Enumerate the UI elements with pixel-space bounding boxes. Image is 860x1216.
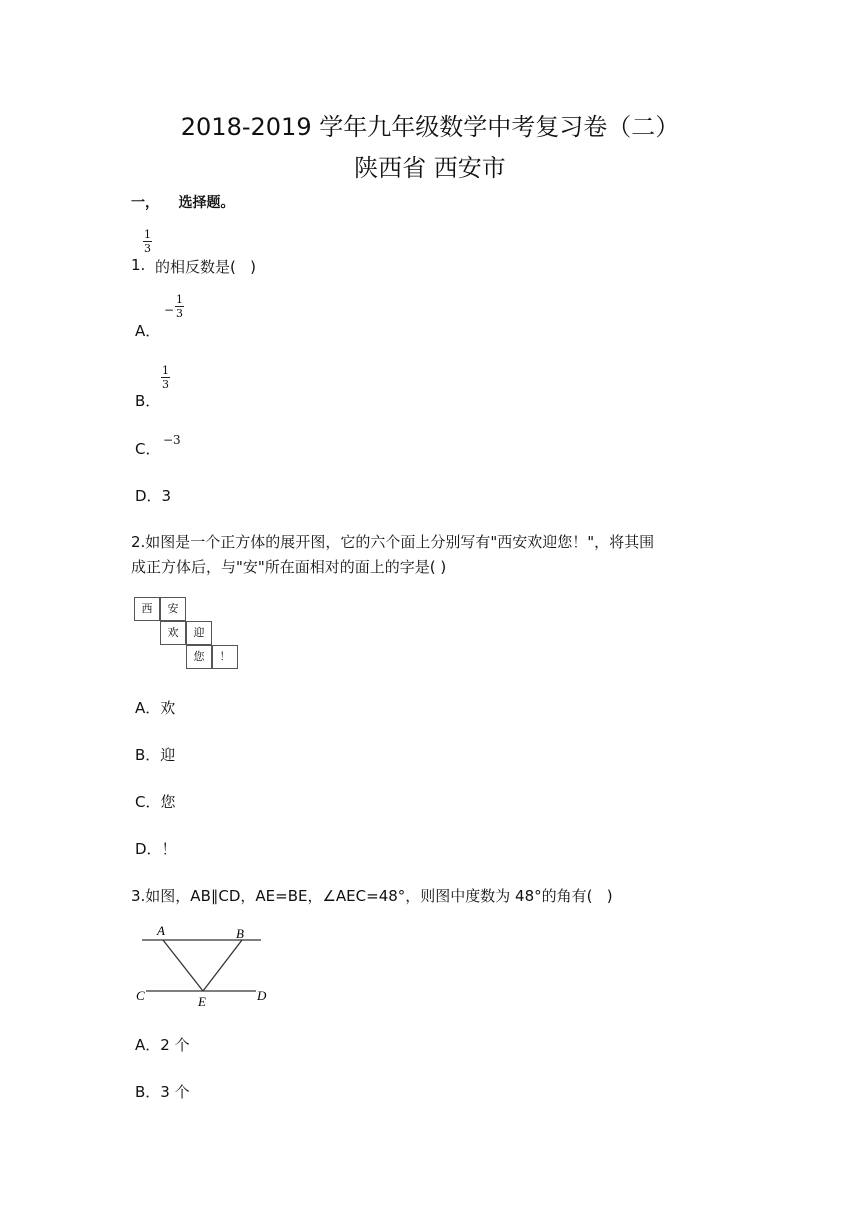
q1-option-c-value: −3 — [163, 433, 181, 447]
net-cell-ying: 迎 — [186, 621, 212, 645]
q2-text-line2: 成正方体后，与"安"所在面相对的面上的字是( ) — [131, 558, 447, 576]
section-heading: 一， 选择题。 — [131, 195, 235, 211]
label-a: A — [157, 923, 165, 938]
q1-option-a-fraction — [175, 294, 184, 319]
q1-number: 1. — [131, 256, 146, 274]
q3-option-a: A．2 个 — [135, 1036, 190, 1054]
q2-option-a: A．欢 — [135, 699, 176, 717]
q2-option-b: B．迎 — [135, 746, 176, 764]
q1-option-b-numerator: 1 — [162, 364, 169, 377]
q1-option-b-label: B． — [135, 392, 161, 410]
label-c: C — [136, 988, 145, 1003]
label-e: E — [198, 994, 206, 1009]
document-subtitle: 陕西省 西安市 — [354, 154, 506, 182]
net-cell-huan: 欢 — [160, 621, 186, 645]
label-d: D — [257, 988, 267, 1003]
net-cell-an: 安 — [160, 597, 186, 621]
q1-option-b-denominator: 3 — [162, 378, 169, 391]
segment-ae — [163, 940, 203, 991]
parallel-lines-figure — [130, 920, 280, 1012]
q2-option-c: C．您 — [135, 793, 176, 811]
q1-stem-numerator: 1 — [144, 228, 151, 241]
q1-option-a-sign: − — [164, 303, 175, 317]
q1-text: 的相反数是( ) — [155, 258, 257, 276]
document-title: 2018-2019 学年九年级数学中考复习卷（二） — [180, 113, 680, 141]
q1-option-d: D．3 — [135, 487, 172, 505]
net-cell-nin: 您 — [186, 645, 212, 669]
q3-option-b: B．3 个 — [135, 1083, 190, 1101]
label-b: B — [236, 926, 244, 941]
q1-stem-denominator: 3 — [144, 242, 151, 255]
q2-option-d: D．！ — [135, 840, 177, 858]
q1-option-b-fraction — [161, 365, 170, 390]
q1-option-a-denominator: 3 — [176, 307, 183, 320]
q1-option-a-label: A． — [135, 322, 161, 340]
q3-text: 3.如图，AB∥CD，AE=BE，∠AEC=48°，则图中度数为 48°的角有( ) — [131, 887, 613, 905]
segment-be — [203, 940, 242, 991]
net-cell-exclaim: ！ — [212, 645, 238, 669]
net-cell-xi: 西 — [134, 597, 160, 621]
q1-option-a-numerator: 1 — [176, 293, 183, 306]
q2-text-line1: 2.如图是一个正方体的展开图，它的六个面上分别写有"西安欢迎您！"，将其围 — [131, 533, 655, 551]
q1-stem-fraction — [143, 229, 152, 254]
q1-option-c-label: C． — [135, 440, 161, 458]
